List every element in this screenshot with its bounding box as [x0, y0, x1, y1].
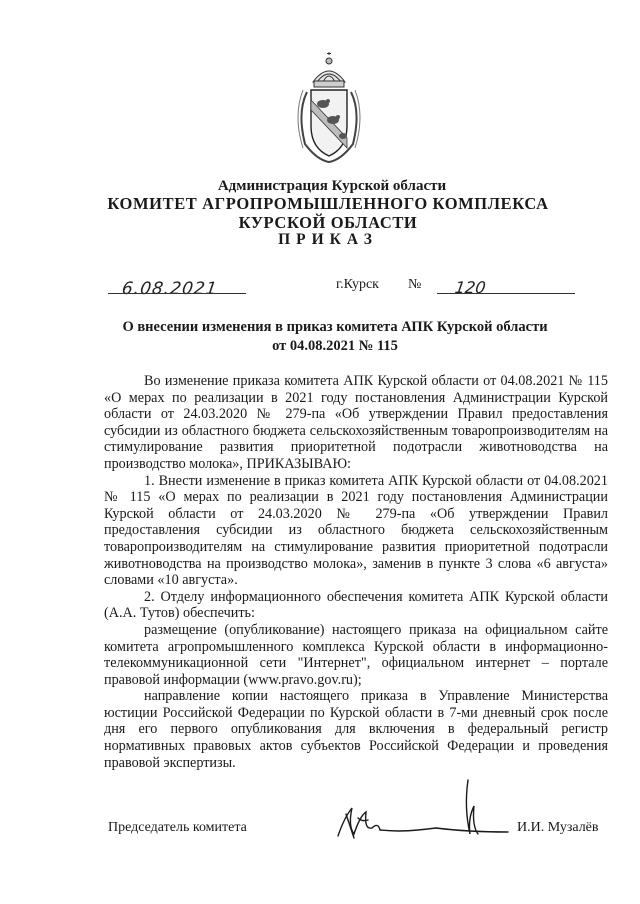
signatory-position: Председатель комитета: [108, 820, 247, 835]
signatory-name: И.И. Музалёв: [517, 820, 599, 835]
document-title: [120, 318, 550, 356]
committee-name-line2: КУРСКОЙ ОБЛАСТИ: [238, 213, 418, 232]
date-underline: [108, 293, 246, 294]
body-paragraph-publication: размещение (опубликование) настоящего приказа на официальном сайте комитета агропромышленного комплекса Курской области в информационно-телекоммуникационной сети "Интернет", официальном интернет – портале правовой информации (www.pravo.gov.ru);: [104, 621, 608, 688]
order-number: 120: [453, 278, 487, 297]
title-line2: от 04.08.2021 № 115: [272, 338, 398, 354]
number-underline: [437, 293, 575, 294]
administration-name: Администрация Курской области: [217, 178, 447, 194]
body-paragraph-item2: 2. Отделу информационного обеспечения комитета АПК Курской области (А.А. Тутов) обеспечить:: [104, 588, 608, 622]
order-date: 6.08.2021: [120, 279, 219, 299]
document-type: ПРИКАЗ: [278, 231, 378, 248]
kursk-coat-of-arms-icon: [287, 52, 371, 164]
document-body: [104, 373, 608, 771]
body-paragraph-item1: 1. Внести изменение в приказ комитета АПК Курской области от 04.08.2021 № 115 «О мерах по реализации в 2021 году постановления Администрации Курской области от 24.03.2020 № 279-па «Об утверждении Правил предоставления субсидии из областного бюджета сельскохозяйственным товаропроизводителям на стимулирование развития приоритетной подотрасли животноводства на производство молока», заменив в пункте 3 слова «6 августа» словами «10 августа».: [104, 472, 608, 589]
city-label: г.Курск: [336, 277, 379, 292]
committee-name-line1: КОМИТЕТ АГРОПРОМЫШЛЕННОГО КОМПЛЕКСА: [107, 194, 549, 213]
body-paragraph-ministry: направление копии настоящего приказа в Управление Министерства юстиции Российской Федерации по Курской области в 7-ми дневный срок после дня его первого опубликования для включения в федеральный регистр нормативных правовых актов субъектов Российской Федерации и проведения правовой экспертизы.: [104, 688, 608, 771]
handwritten-signature-icon: [318, 778, 518, 850]
body-paragraph-preamble: Во изменение приказа комитета АПК Курской области от 04.08.2021 № 115 «О мерах по реализации в 2021 году постановления Администрации Курской области от 24.03.2020 № 279-па «Об утверждении Правил предоставления субсидии из областного бюджета сельскохозяйственным товаропроизводителям на стимулирование развития приоритетной подотрасли животноводства на производство молока», ПРИКАЗЫВАЮ:: [104, 373, 608, 472]
number-sign: №: [408, 277, 422, 292]
title-line1: О внесении изменения в приказ комитета АПК Курской области: [122, 319, 548, 335]
